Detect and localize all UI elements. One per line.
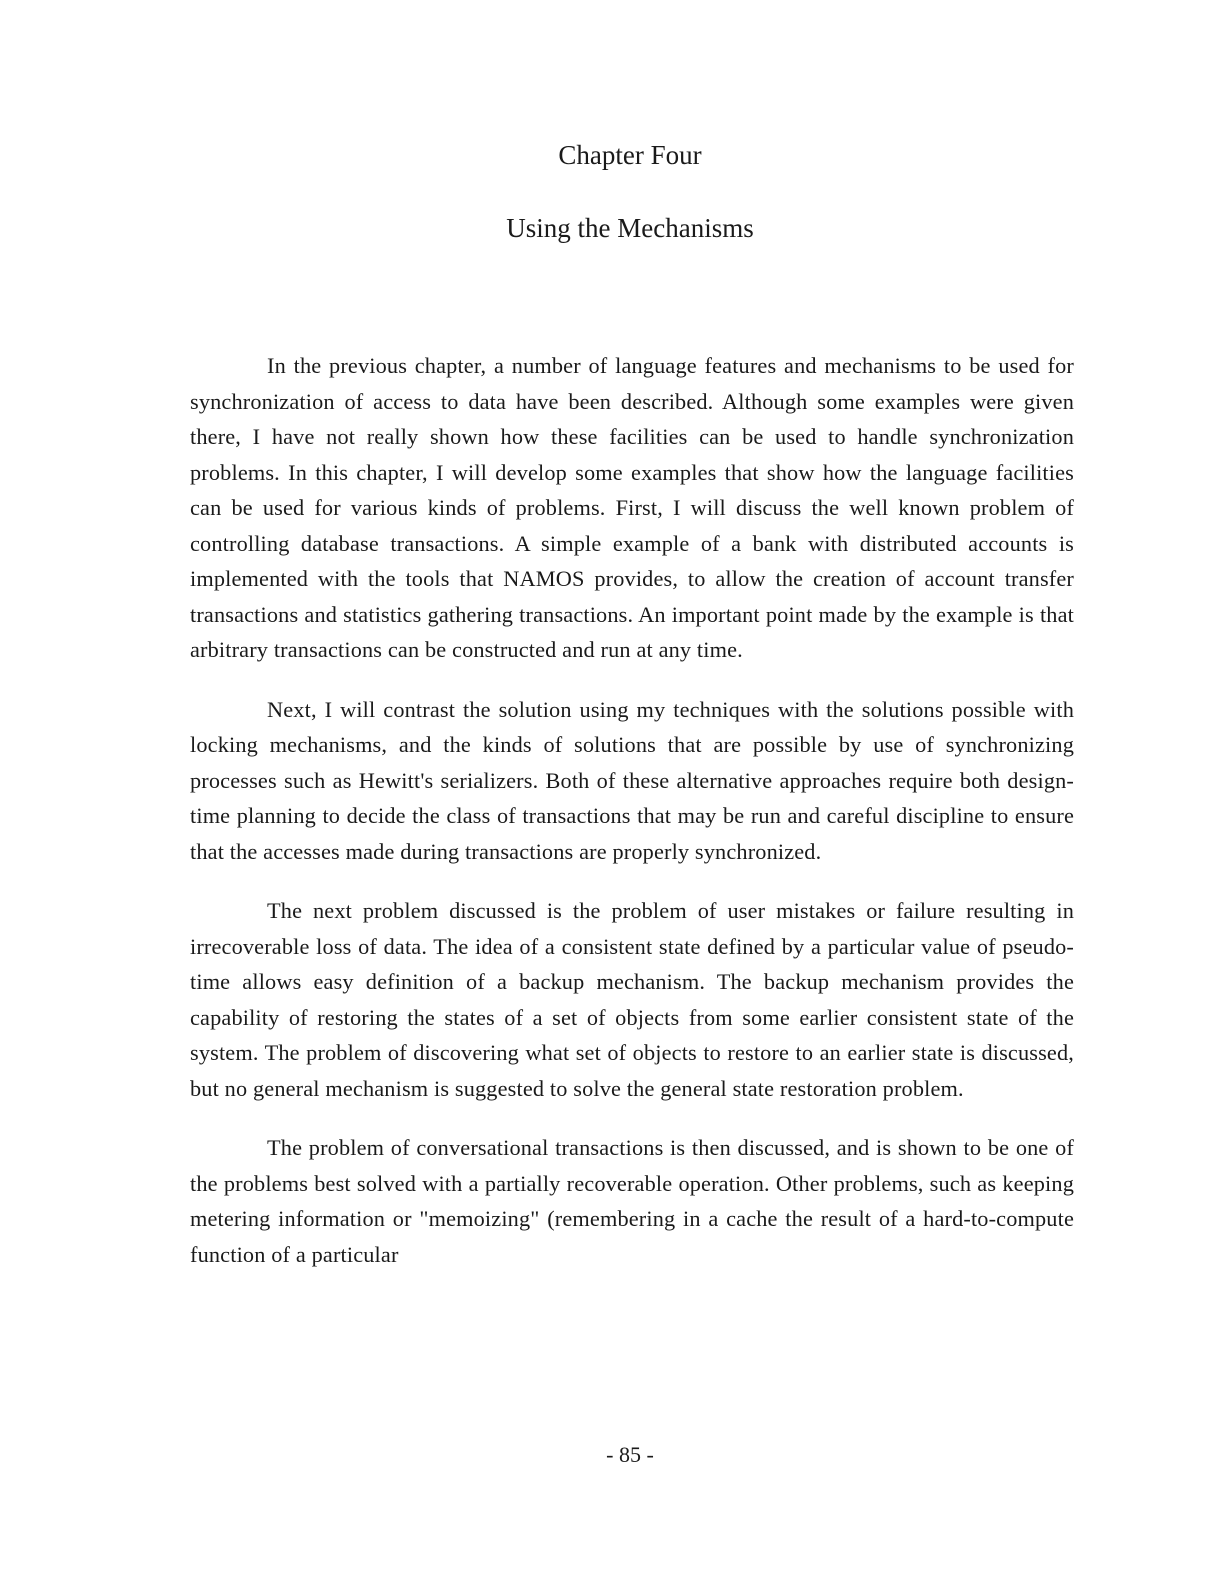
page-number: - 85 - xyxy=(606,1442,654,1467)
paragraph: The problem of conversational transactions is then discussed, and is shown to be one of the problems best solved with a partially recoverable operation. Other problems, such as keeping metering information or "memoizing" (remembering in a cache the result of a hard-to-compute function of a particular xyxy=(190,1135,1074,1267)
chapter-title: Using the Mechanisms xyxy=(506,213,754,243)
chapter-number: Chapter Four xyxy=(558,140,702,170)
paragraph: Next, I will contrast the solution using my techniques with the solutions possible with locking mechanisms, and the kinds of solutions that are possible by use of synchronizing processes such as Hewitt's serializers. Both of these alternative approaches require both design-time planning to decide the class of transactions that may be run and careful discipline to ensure that the accesses made during transactions are properly synchronized. xyxy=(190,696,1074,864)
paragraph: The next problem discussed is the problem of user mistakes or failure resulting in irrecoverable loss of data. The idea of a consistent state defined by a particular value of pseudo-time allows easy definition of a backup mechanism. The backup mechanism provides the capability of restoring the states of a set of objects from some earlier consistent state of the system. The problem of discovering what set of objects to restore to an earlier state is discussed, but no general mechanism is suggested to solve the general state restoration problem. xyxy=(190,898,1074,1101)
paragraph: In the previous chapter, a number of language features and mechanisms to be used for synchronization of access to data have been described. Although some examples were given there, I have not really shown how these facilities can be used to handle synchronization problems. In this chapter, I will develop some examples that show how the language facilities can be used for various kinds of problems. First, I will discuss the well known problem of controlling database transactions. A simple example of a bank with distributed accounts is implemented with the tools that NAMOS provides, to allow the creation of account transfer transactions and statistics gathering transactions. An important point made by the example is that arbitrary transactions can be constructed and run at any time. xyxy=(190,353,1074,662)
body-text xyxy=(190,348,1074,1296)
